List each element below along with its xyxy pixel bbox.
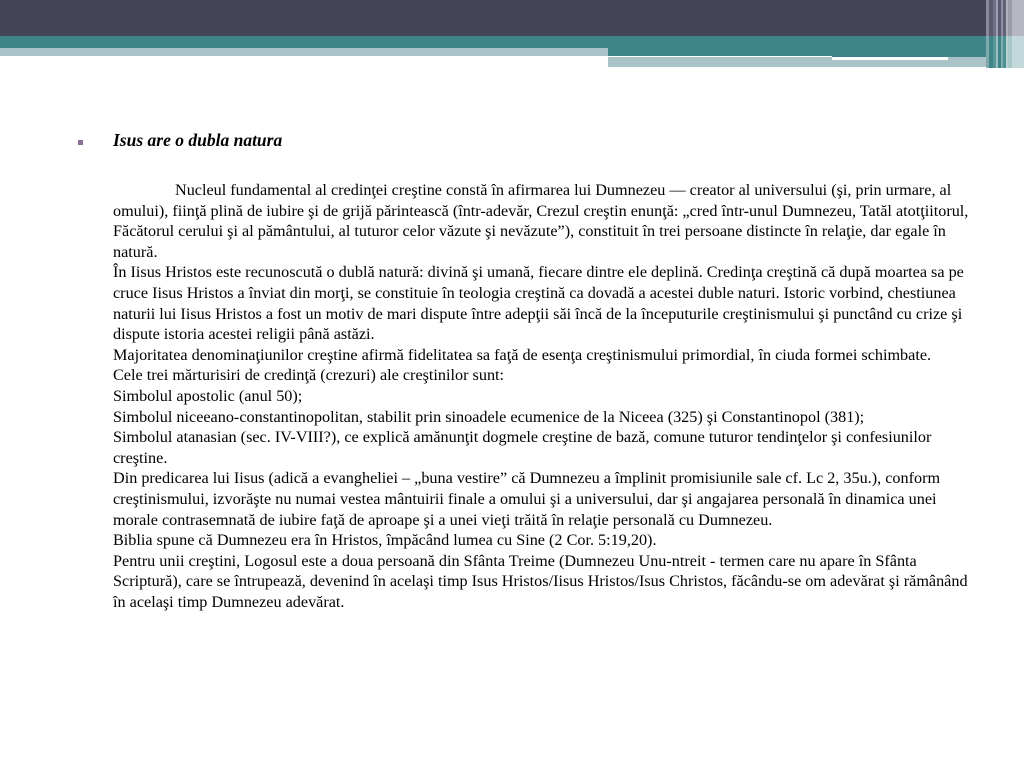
body-paragraph: Nucleul fundamental al credinţei creştine constă în afirmarea lui Dumnezeu — creator al universului (şi, prin urmare, al omului), fiinţă plină de iubire şi de grijă părintească (într-adevăr, Crezul creştin enunţă: „cred într-unul Dumnezeu, Tatăl atotţiitorul, Făcătorul cerului şi al pământului, al tuturor celor văzute şi nevăzute”), constituit în trei persoane distincte în relaţie, dar egale în natură. [113,181,969,261]
body-text-block [113,180,975,612]
body-paragraph: În Iisus Hristos este recunoscută o dublă natură: divină şi umană, fiecare dintre ele deplină. Credinţa creştină că după moartea sa pe cruce Iisus Hristos a înviat din morţi, se constituie în teologia creştină ca dovadă a acestei duble naturi. Istoric vorbind, chestiunea naturii lui Iisus Hristos a fost un motiv de mari dispute între adepţii săi încă de la începuturile creştinismului şi punctând cu crize şi dispute istoria acestei religii până astăzi. [113,263,964,344]
bullet-heading-row [78,130,282,151]
body-paragraph: Simbolul apostolic (anul 50); [113,386,303,405]
body-paragraph: Din predicarea lui Iisus (adică a evangheliei – „buna vestire” că Dumnezeu a împlinit promisiunile sale cf. Lc 2, 35u.), conform creştinismului, izvorăşte nu numai vestea mântuirii finale a omului şi a universului, dar şi angajarea personală în dinamica unei morale contrasemnată de iubire faţă de aproape şi a unei vieţi trăită în relaţie personală cu Dumnezeu. [113,469,941,529]
body-paragraph: Simbolul niceeano-constantinopolitan, stabilit prin sinoadele ecumenice de la Niceea (325) şi Constantinopol (381); [113,407,865,426]
body-paragraph: Biblia spune că Dumnezeu era în Hristos, împăcând lumea cu Sine (2 Cor. 5:19,20). [113,531,657,550]
body-paragraph: Pentru unii creştini, Logosul este a doua persoană din Sfânta Treime (Dumnezeu Unu-ntreit - termen care nu apare în Sfânta Scriptură), care se întrupează, devenind în acelaşi timp Isus Hristos/Iisus Hristos/Isus Christos, făcându-se om adevărat şi rămânând în acelaşi timp Dumnezeu adevărat. [113,551,968,611]
body-paragraph: Majoritatea denominaţiunilor creştine afirmă fidelitatea sa faţă de esenţa creştinismului primordial, în ciuda formei schimbate. [113,345,932,364]
square-bullet-icon [78,140,83,145]
page-title: Isus are o dubla natura [113,130,283,150]
body-paragraph: Cele trei mărturisiri de credinţă (crezuri) ale creştinilor sunt: [113,366,505,385]
body-paragraph: Simbolul atanasian (sec. IV-VIII?), ce explică amănunţit dogmele creştine de bază, comune tuturor tendinţelor şi confesiunilor creştine. [113,428,932,467]
